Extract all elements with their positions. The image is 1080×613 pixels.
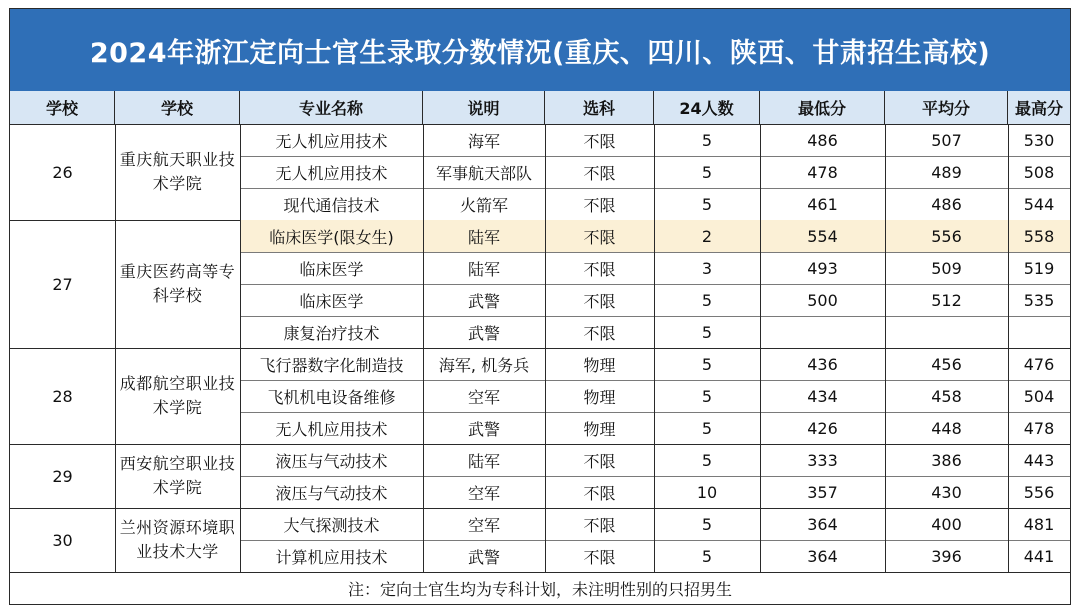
avg-score-cell: 486 (931, 194, 962, 214)
subject-cell: 不限 (583, 483, 616, 503)
note-cell: 空军 (467, 483, 500, 503)
column-divider (545, 124, 546, 572)
subject-cell: 物理 (583, 355, 616, 375)
major-cell: 现代通信技术 (283, 195, 380, 215)
max-score-cell: 481 (1023, 514, 1055, 534)
min-score-cell: 554 (807, 226, 838, 246)
header-school-name: 学校 (115, 91, 240, 124)
avg-score-cell: 458 (931, 386, 962, 406)
max-score-cell: 530 (1023, 130, 1055, 150)
major-cell: 飞行器数字化制造技 (259, 355, 404, 375)
major-cell: 临床医学 (299, 291, 364, 311)
count-cell: 5 (701, 386, 713, 406)
major-cell: 飞机机电设备维修 (267, 387, 396, 407)
note-cell: 陆军 (467, 259, 500, 279)
avg-score-cell: 456 (931, 354, 962, 374)
subject-cell: 不限 (583, 259, 616, 279)
major-cell: 临床医学 (299, 259, 364, 279)
major-cell: 无人机应用技术 (275, 419, 388, 439)
note-cell: 陆军 (467, 451, 500, 471)
note-cell: 武警 (467, 291, 500, 311)
subject-cell: 物理 (583, 387, 616, 407)
column-divider (115, 124, 116, 572)
note-cell: 武警 (467, 419, 500, 439)
school-name-cell: 兰州资源环境职业技术大学 (119, 518, 236, 561)
avg-score-cell: 448 (931, 418, 962, 438)
school-number-cell: 27 (52, 274, 73, 294)
header-avg-score: 平均分 (885, 91, 1008, 124)
major-cell: 计算机应用技术 (275, 547, 388, 567)
min-score-cell: 461 (807, 194, 838, 214)
min-score-cell: 493 (807, 258, 838, 278)
min-score-cell: 500 (807, 290, 838, 310)
table-frame (9, 8, 1071, 605)
max-score-cell: 478 (1023, 418, 1055, 438)
avg-score-cell (885, 316, 1008, 348)
school-number-cell: 29 (52, 466, 73, 486)
subject-cell: 不限 (583, 227, 616, 247)
min-score-cell: 434 (807, 386, 838, 406)
note-cell: 海军 (467, 131, 500, 151)
note-cell: 陆军 (467, 227, 500, 247)
school-number-cell: 26 (52, 162, 73, 182)
min-score-cell: 333 (807, 450, 838, 470)
avg-score-cell: 430 (931, 482, 962, 502)
subject-cell: 不限 (583, 515, 616, 535)
row-divider (240, 380, 1070, 381)
count-cell: 5 (701, 162, 713, 182)
max-score-cell: 476 (1023, 354, 1055, 374)
count-cell: 5 (701, 514, 713, 534)
header-count: 24人数 (654, 91, 760, 124)
row-divider (240, 476, 1070, 477)
table-header-row (10, 91, 1070, 125)
major-cell: 大气探测技术 (283, 515, 380, 535)
header-max-score: 最高分 (1014, 99, 1063, 118)
header-school-no: 学校 (10, 91, 115, 124)
school-name-cell: 西安航空职业技术学院 (119, 454, 236, 497)
column-divider (654, 124, 655, 572)
major-cell: 无人机应用技术 (275, 163, 388, 183)
school-number-cell: 30 (52, 530, 73, 550)
column-divider (1008, 124, 1009, 572)
min-score-cell: 478 (807, 162, 838, 182)
avg-score-cell: 489 (931, 162, 962, 182)
major-cell: 临床医学(限女生) (269, 227, 394, 247)
header-major: 专业名称 (240, 91, 423, 124)
row-divider (240, 540, 1070, 541)
column-divider (760, 124, 761, 572)
max-score-cell: 441 (1023, 546, 1055, 566)
avg-score-cell: 556 (931, 226, 962, 246)
subject-cell: 不限 (583, 291, 616, 311)
subject-cell: 不限 (583, 195, 616, 215)
note-cell: 海军, 机务兵 (438, 355, 530, 375)
max-score-cell: 535 (1023, 290, 1055, 310)
header-min-score: 最低分 (760, 91, 885, 124)
avg-score-cell: 507 (931, 130, 962, 150)
count-cell: 5 (701, 322, 713, 342)
school-name-cell: 成都航空职业技术学院 (119, 374, 236, 417)
header-note: 说明 (423, 91, 545, 124)
row-divider (240, 156, 1070, 157)
note-cell: 武警 (467, 323, 500, 343)
major-cell: 无人机应用技术 (275, 131, 388, 151)
subject-cell: 不限 (583, 451, 616, 471)
column-divider (885, 124, 886, 572)
max-score-cell: 558 (1023, 226, 1055, 246)
min-score-cell: 364 (807, 514, 838, 534)
row-divider (240, 284, 1070, 285)
subject-cell: 不限 (583, 323, 616, 343)
row-divider (240, 188, 1070, 189)
avg-score-cell: 400 (931, 514, 962, 534)
avg-score-cell: 509 (931, 258, 962, 278)
max-score-cell: 508 (1023, 162, 1055, 182)
avg-score-cell: 396 (931, 546, 962, 566)
min-score-cell (760, 316, 885, 348)
min-score-cell: 436 (807, 354, 838, 374)
header-subject: 选科 (545, 91, 654, 124)
max-score-cell: 504 (1023, 386, 1055, 406)
count-cell: 5 (701, 290, 713, 310)
subject-cell: 物理 (583, 419, 616, 439)
note-cell: 军事航天部队 (435, 163, 532, 183)
min-score-cell: 426 (807, 418, 838, 438)
count-cell: 5 (701, 418, 713, 438)
school-number-cell: 28 (52, 386, 73, 406)
subject-cell: 不限 (583, 547, 616, 567)
min-score-cell: 357 (807, 482, 838, 502)
subject-cell: 不限 (583, 131, 616, 151)
count-cell: 5 (701, 194, 713, 214)
note-cell: 武警 (467, 547, 500, 567)
major-cell: 液压与气动技术 (275, 451, 388, 471)
subject-cell: 不限 (583, 163, 616, 183)
min-score-cell: 364 (807, 546, 838, 566)
major-cell: 康复治疗技术 (283, 323, 380, 343)
note-cell: 火箭军 (459, 195, 508, 215)
table-title: 2024年浙江定向士官生录取分数情况(重庆、四川、陕西、甘肃招生高校) (10, 9, 1070, 92)
max-score-cell: 544 (1023, 194, 1055, 214)
max-score-cell: 556 (1023, 482, 1055, 502)
count-cell: 2 (701, 226, 713, 246)
column-divider (240, 124, 241, 572)
note-cell: 空军 (467, 387, 500, 407)
max-score-cell: 519 (1023, 258, 1055, 278)
row-divider (240, 412, 1070, 413)
min-score-cell: 486 (807, 130, 838, 150)
max-score-cell (1008, 316, 1070, 348)
count-cell: 5 (701, 130, 713, 150)
count-cell: 5 (701, 450, 713, 470)
school-name-cell: 重庆医药高等专科学校 (119, 262, 236, 305)
max-score-cell: 443 (1023, 450, 1055, 470)
avg-score-cell: 386 (931, 450, 962, 470)
row-divider (240, 316, 1070, 317)
column-divider (423, 124, 424, 572)
row-divider (240, 252, 1070, 253)
footer-note: 注：定向士官生均为专科计划，未注明性别的只招男生 (347, 579, 732, 599)
count-cell: 5 (701, 354, 713, 374)
count-cell: 10 (696, 482, 718, 502)
school-name-cell: 重庆航天职业技术学院 (119, 150, 236, 193)
count-cell: 5 (701, 546, 713, 566)
avg-score-cell: 512 (931, 290, 962, 310)
count-cell: 3 (701, 258, 713, 278)
note-cell: 空军 (467, 515, 500, 535)
major-cell: 液压与气动技术 (275, 483, 388, 503)
